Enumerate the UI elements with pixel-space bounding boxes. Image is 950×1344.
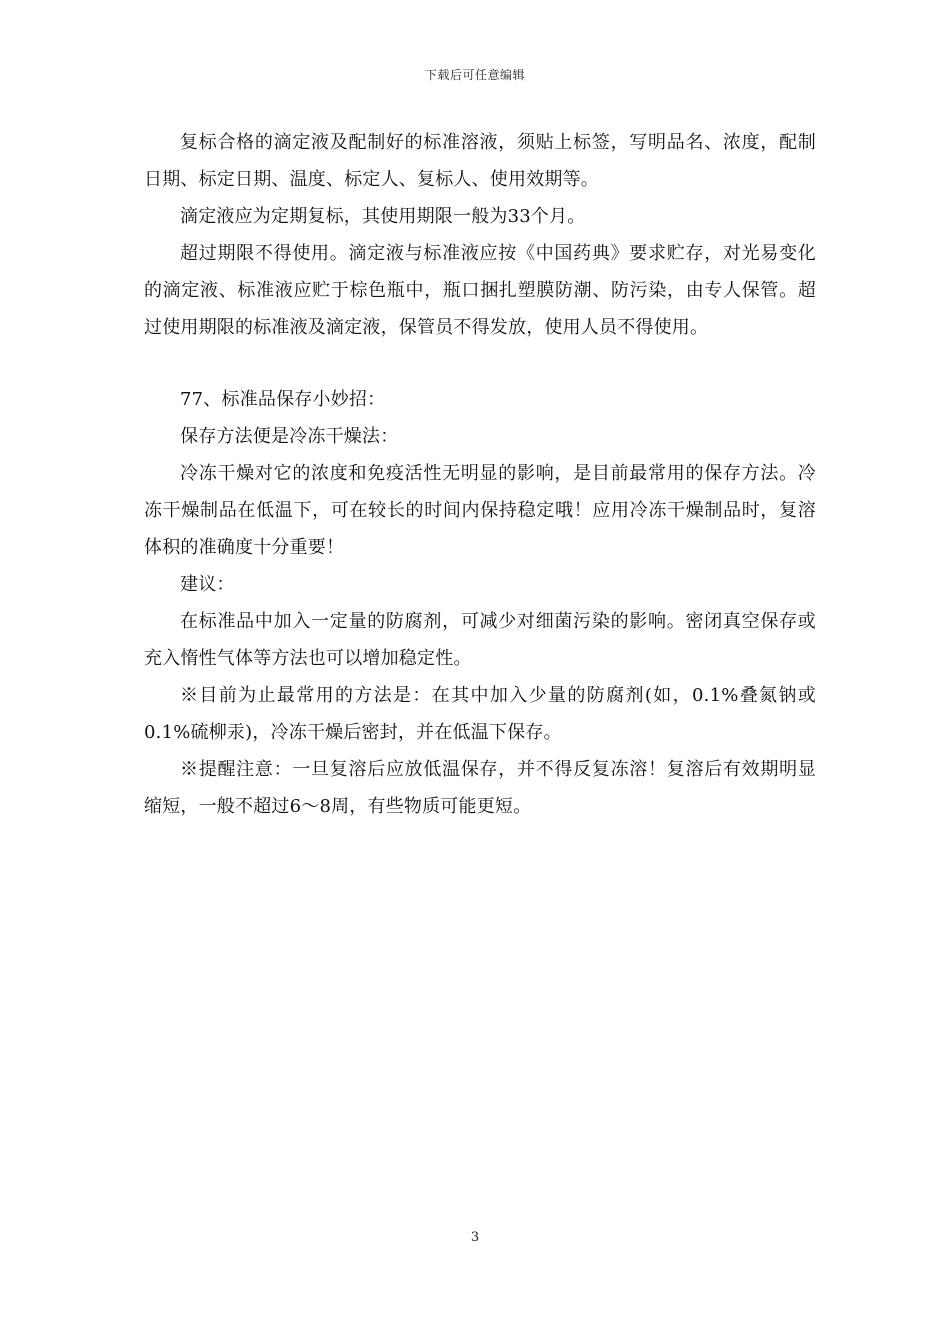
page-header: 下载后可任意编辑	[424, 68, 525, 82]
paragraph-reminder: ※提醒注意：一旦复溶后应放低温保存，并不得反复冻溶！复溶后有效期明显缩短，一般不超过6～8周，有些物质可能更短。	[144, 759, 816, 817]
paragraph-common-method: ※目前为止最常用的方法是：在其中加入少量的防腐剂(如，0.1%叠氮钠或0.1%硫柳汞)，冷冻干燥后密封，并在低温下保存。	[144, 685, 816, 743]
paragraph-label-instructions: 复标合格的滴定液及配制好的标准溶液，须贴上标签，写明品名、浓度，配制日期、标定日期、温度、标定人、复标人、使用效期等。	[144, 132, 816, 190]
paragraph-storage-rules: 超过期限不得使用。滴定液与标准液应按《中国药典》要求贮存，对光易变化的滴定液、标准液应贮于棕色瓶中，瓶口捆扎塑膜防潮、防污染，由专人保管。超过使用期限的标准液及滴定液，保管员不得发放，使用人员不得使用。	[144, 243, 816, 338]
page-number: 3	[470, 1230, 480, 1245]
paragraph-suggestion-label: 建议：	[180, 574, 235, 595]
document-body	[144, 124, 816, 825]
section-heading: 77、标准品保存小妙招：	[180, 389, 386, 410]
paragraph-recalibration-period: 滴定液应为定期复标，其使用期限一般为33个月。	[180, 206, 586, 227]
paragraph-storage-method: 保存方法便是冷冻干燥法：	[180, 426, 399, 447]
paragraph-suggestion: 在标准品中加入一定量的防腐剂，可减少对细菌污染的影响。密闭真空保存或充入惰性气体等方法也可以增加稳定性。	[144, 611, 816, 669]
paragraph-freeze-drying: 冷冻干燥对它的浓度和免疫活性无明显的影响，是目前最常用的保存方法。冷冻干燥制品在低温下，可在较长的时间内保持稳定哦！应用冷冻干燥制品时，复溶体积的准确度十分重要！	[144, 463, 816, 558]
